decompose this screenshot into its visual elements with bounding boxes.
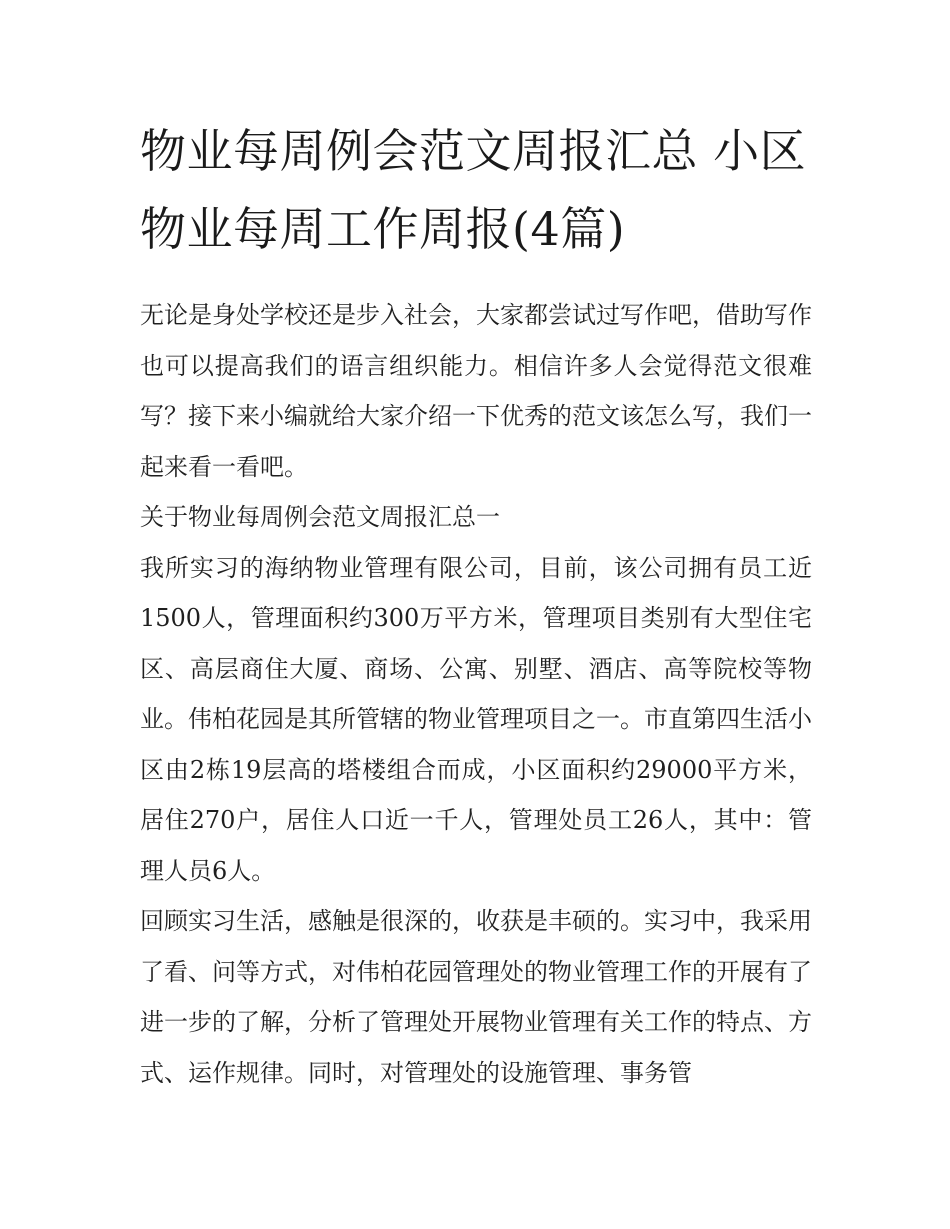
intro-paragraph: 无论是身处学校还是步入社会，大家都尝试过写作吧，借助写作也可以提高我们的语言组织能力。相信许多人会觉得范文很难写？接下来小编就给大家介绍一下优秀的范文该怎么写，我们一起来看一看吧。 (140, 301, 812, 481)
section-heading: 关于物业每周例会范文周报汇总一 (140, 503, 500, 531)
document-body (140, 112, 812, 1098)
body-paragraph-2: 回顾实习生活，感触是很深的，收获是丰硕的。实习中，我采用了看、问等方式，对伟柏花园管理处的物业管理工作的开展有了进一步的了解，分析了管理处开展物业管理有关工作的特点、方式、运作规律。同时，对管理处的设施管理、事务管 (140, 907, 812, 1087)
document-title: 物业每周例会范文周报汇总 小区物业每周工作周报(4篇) (140, 124, 807, 256)
body-paragraph-1: 我所实习的海纳物业管理有限公司，目前，该公司拥有员工近1500人，管理面积约300万平方米，管理项目类别有大型住宅区、高层商住大厦、商场、公寓、别墅、酒店、高等院校等物业。伟柏花园是其所管辖的物业管理项目之一。市直第四生活小区由2栋19层高的塔楼组合而成，小区面积约29000平方米，居住270户，居住人口近一千人，管理处员工26人，其中：管理人员6人。 (140, 553, 812, 885)
